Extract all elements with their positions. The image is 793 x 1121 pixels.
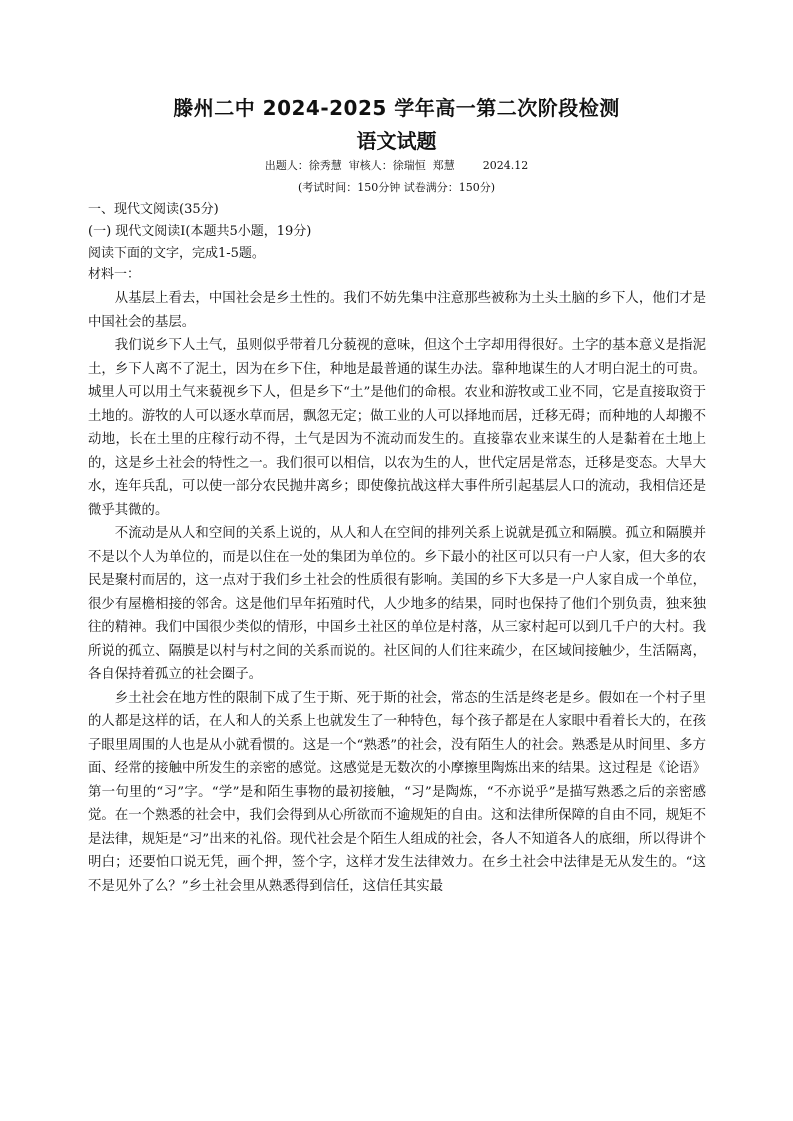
- passage-paragraph: 不流动是从人和空间的关系上说的，从人和人在空间的排列关系上说就是孤立和隔膜。孤立和隔膜并不是以个人为单位的，而是以住在一处的集团为单位的。乡下最小的社区可以只有一户人家，但大多的农民是聚村而居的，这一点对于我们乡土社会的性质很有影响。美国的乡下大多是一户人家自成一个单位，很少有屋檐相接的邻舍。这是他们早年拓殖时代，人少地多的结果，同时也保持了他们个别负责，独来独往的精神。我们中国很少类似的情形，中国乡土社区的单位是村落，从三家村起可以到几千户的大村。我所说的孤立、隔膜是以村与村之间的关系而说的。社区间的人们往来疏少，在区域间接触少，生活隔离，各自保持着孤立的社会圈子。: [88, 526, 706, 682]
- subsection-heading: (一) 现代文阅读Ⅰ(本题共5小题，19分): [88, 224, 312, 239]
- exam-subtitle: 语文试题: [356, 129, 437, 153]
- material-label: 材料一：: [88, 267, 141, 282]
- passage-paragraph: 从基层上看去，中国社会是乡土性的。我们不妨先集中注意那些被称为土头土脑的乡下人，他们才是中国社会的基层。: [88, 291, 706, 330]
- passage-paragraph: 我们说乡下人土气，虽则似乎带着几分藐视的意味，但这个土字却用得很好。土字的基本意义是指泥土，乡下人离不了泥土，因为在乡下住，种地是最普通的谋生办法。靠种地谋生的人才明白泥土的可贵。城里人可以用土气来藐视乡下人，但是乡下“土”是他们的命根。农业和游牧或工业不同，它是直接取资于土地的。游牧的人可以逐水草而居，飘忽无定；做工业的人可以择地而居，迁移无碍；而种地的人却搬不动地，长在土里的庄稼行动不得，土气是因为不流动而发生的。直接靠农业来谋生的人是黏着在土地上的，这是乡土社会的特性之一。我们很可以相信，以农为生的人，世代定居是常态，迁移是变态。大旱大水，连年兵乱，可以使一部分农民抛井离乡；即使像抗战这样大事件所引起基层人口的流动，我相信还是微乎其微的。: [88, 338, 706, 518]
- reading-instruction: 阅读下面的文字，完成1-5题。: [88, 246, 265, 261]
- passage-body: [88, 287, 706, 898]
- section-heading: 一、现代文阅读(35分): [88, 202, 219, 217]
- author-line: 出题人：徐秀慧 审核人：徐瑞恒 郑慧 2024.12: [264, 159, 529, 172]
- passage-paragraph: 乡土社会在地方性的限制下成了生于斯、死于斯的社会，常态的生活是终老是乡。假如在一个村子里的人都是这样的话，在人和人的关系上也就发生了一种特色，每个孩子都是在人家眼中看着长大的，在孩子眼里周围的人也是从小就看惯的。这是一个“熟悉”的社会，没有陌生人的社会。熟悉是从时间里、多方面、经常的接触中所发生的亲密的感觉。这感觉是无数次的小摩擦里陶炼出来的结果。这过程是《论语》第一句里的“习”字。“学”是和陌生事物的最初接触，“习”是陶炼，“不亦说乎”是描写熟悉之后的亲密感觉。在一个熟悉的社会中，我们会得到从心所欲而不逾规矩的自由。这和法律所保障的自由不同，规矩不是法律，规矩是“习”出来的礼俗。现代社会是个陌生人组成的社会，各人不知道各人的底细，所以得讲个明白；还要怕口说无凭，画个押，签个字，这样才发生法律效力。在乡土社会中法律是无从发生的。“这不是见外了么？”乡土社会里从熟悉得到信任，这信任其实最: [88, 690, 706, 894]
- exam-info: (考试时间：150分钟 试卷满分：150分): [297, 181, 496, 194]
- exam-title: 滕州二中 2024-2025 学年高一第二次阶段检测: [173, 96, 620, 120]
